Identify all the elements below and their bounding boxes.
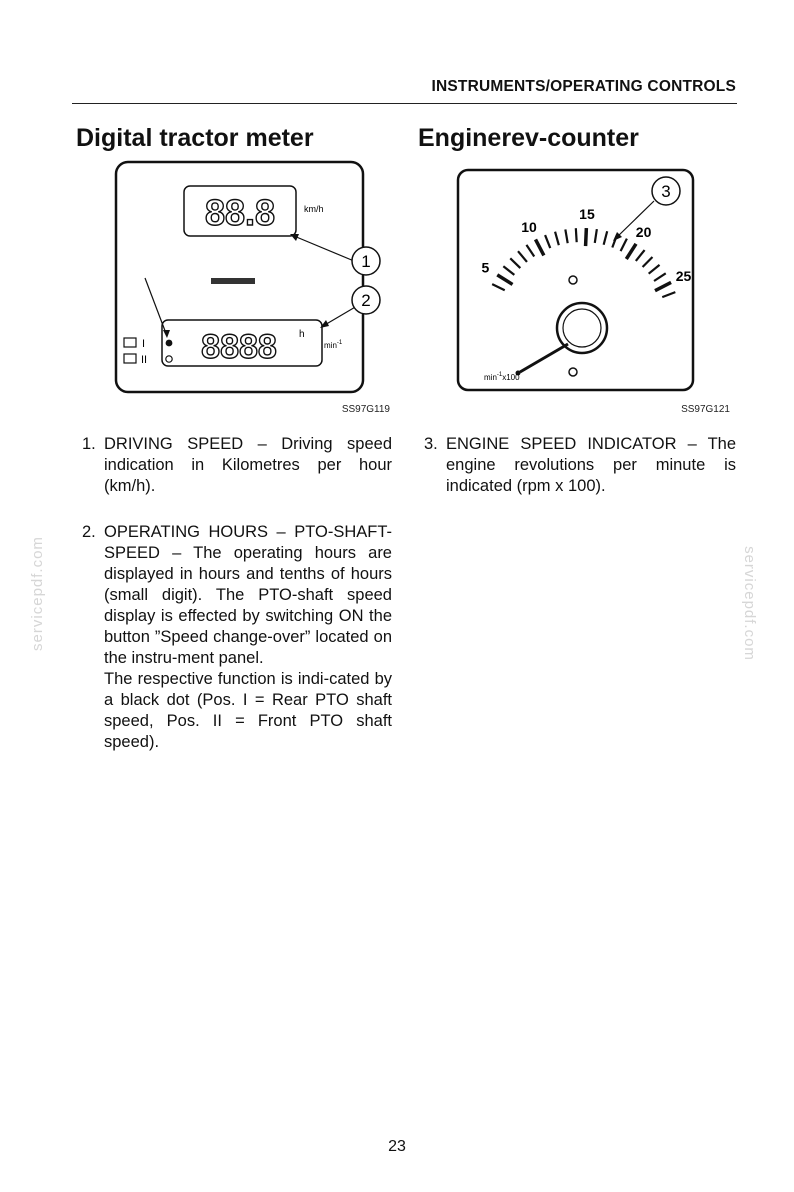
- minor-tick: [526, 245, 534, 257]
- major-tick: [626, 244, 636, 259]
- hours-digits: 8888: [201, 328, 277, 366]
- item-text: DRIVING SPEED – Driving speed indication in Kilometres per hour (km/h).: [104, 435, 392, 495]
- speed-unit: km/h: [304, 204, 324, 214]
- scale-label: 10: [521, 219, 537, 236]
- minor-tick: [636, 250, 645, 261]
- callout-3-label: 3: [661, 182, 671, 201]
- minor-tick: [654, 273, 666, 281]
- brand-mark: [211, 278, 255, 284]
- scale-label: 25: [675, 268, 692, 285]
- minor-tick: [576, 228, 577, 242]
- major-tick: [586, 228, 587, 246]
- gauge-needle: [520, 344, 568, 372]
- major-tick: [655, 282, 671, 290]
- watermark-left: servicepdf.com: [28, 536, 46, 651]
- minor-tick: [555, 232, 559, 245]
- pto-unit: $\min^{-1}$: [324, 340, 343, 350]
- item-text: OPERATING HOURS – PTO-SHAFT-SPEED – The operating hours are displayed in hours and tenths of hours (small digit). The PTO-shaft speed display is effected by switching ON the button ”Speed change-over” located on the instru-ment panel.: [104, 523, 392, 667]
- rear-pto-icon: [124, 338, 136, 347]
- warning-lamp-bottom: [569, 368, 577, 376]
- right-figure-code: SS97G121: [681, 404, 730, 415]
- left-title: Digital tractor meter: [76, 124, 314, 152]
- major-tick: [536, 239, 544, 255]
- item-number: 1.: [82, 435, 96, 453]
- pos1-label: I: [142, 338, 146, 350]
- minor-tick: [643, 257, 653, 267]
- scale-label: 5: [481, 259, 490, 276]
- page-number: 23: [388, 1138, 406, 1155]
- callout-1-label: 1: [361, 252, 371, 271]
- minor-tick: [621, 239, 627, 252]
- rev-counter-figure: [456, 168, 696, 394]
- item-text: The respective function is indi-cated by a black dot (Pos. I = Rear PTO shaft speed, Pos. II = Front PTO shaft speed).: [104, 670, 392, 751]
- right-title: Enginerev-counter: [418, 124, 639, 152]
- minor-tick: [545, 235, 550, 248]
- minor-tick: [595, 229, 597, 243]
- item-text: ENGINE SPEED INDICATOR – The engine revolutions per minute is indicated (rpm x 100).: [446, 435, 736, 495]
- left-figure-code: SS97G119: [341, 404, 390, 415]
- warning-lamp-top: [569, 276, 577, 284]
- callout-2-label: 2: [361, 291, 371, 310]
- digital-meter-figure: [114, 160, 371, 396]
- minor-tick: [604, 231, 608, 245]
- minor-tick: [503, 266, 514, 275]
- hours-unit: h: [299, 329, 305, 340]
- indicator-dot-inactive: [166, 356, 172, 362]
- major-tick: [497, 275, 512, 285]
- minor-tick: [510, 258, 520, 268]
- scale-label: 20: [635, 224, 652, 241]
- header-rule: [72, 103, 737, 104]
- scale-label: 15: [579, 206, 595, 223]
- gauge-unit: $\min^{-1}x100$: [484, 372, 520, 382]
- minor-tick: [565, 229, 567, 243]
- front-pto-icon: [124, 354, 136, 363]
- minor-tick: [649, 265, 660, 274]
- indicator-dot-active: [166, 340, 173, 347]
- section-header: INSTRUMENTS/OPERATING CONTROLS: [431, 78, 736, 95]
- minor-tick: [492, 284, 505, 290]
- pos2-label: II: [141, 354, 148, 366]
- item-number: 2.: [82, 523, 96, 541]
- watermark-right: servicepdf.com: [740, 546, 758, 661]
- speed-digits: 88.8: [204, 192, 276, 233]
- minor-tick: [518, 251, 527, 262]
- item-number: 3.: [424, 435, 438, 453]
- minor-tick: [662, 292, 675, 297]
